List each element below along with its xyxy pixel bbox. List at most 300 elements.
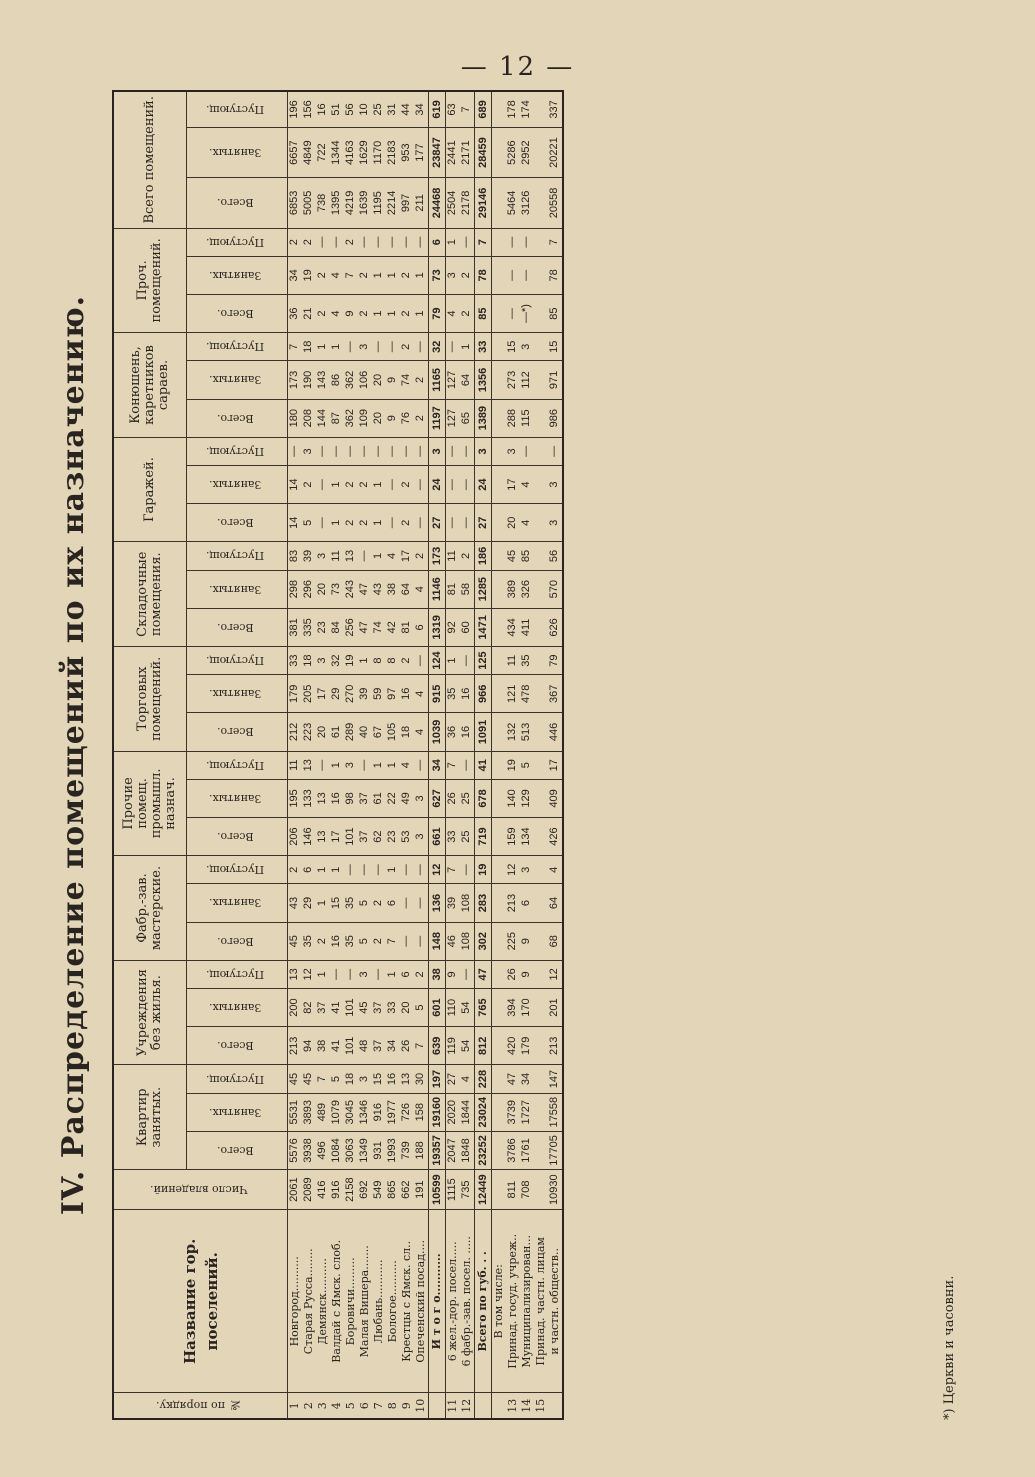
value: —: [520, 445, 532, 457]
value-cell: [288, 178, 429, 228]
value: 3: [414, 833, 426, 840]
value: [492, 675, 506, 712]
sub-header: [187, 675, 288, 713]
value: [534, 229, 548, 256]
value: 158: [414, 1103, 426, 1122]
sub-header: [187, 1065, 288, 1093]
value-cell: [446, 989, 475, 1027]
settlement-name: 6 фабр.-зав. посел. .....: [460, 1236, 473, 1367]
value: 64: [400, 583, 412, 596]
value-cell: [446, 608, 475, 646]
value: 4: [414, 728, 426, 736]
value-cell: [446, 1170, 475, 1210]
value: 3045: [344, 1099, 356, 1125]
value: —: [372, 236, 384, 248]
value-cell: [446, 542, 475, 570]
value: 549: [372, 1180, 384, 1199]
value: 3: [548, 481, 560, 488]
value: 15: [372, 1072, 384, 1086]
value-cell: [492, 817, 564, 855]
value-cell: [288, 399, 429, 437]
value: —: [316, 759, 328, 771]
value: 1: [330, 519, 342, 526]
value: [534, 178, 548, 227]
table-body: [288, 91, 564, 1419]
row-index: [476, 1393, 490, 1418]
sub-header: [187, 256, 288, 294]
value: 180: [288, 409, 300, 428]
value: 9: [446, 971, 458, 978]
value-cell: [429, 1170, 446, 1210]
settlement-name: Бологое..........: [386, 1260, 399, 1343]
group-header: Складочные помещения.: [113, 542, 187, 647]
value: —: [386, 445, 398, 457]
value: 1993: [386, 1138, 398, 1163]
value: 7: [446, 762, 458, 769]
value: 1084: [330, 1138, 342, 1163]
row-index: 9: [400, 1402, 413, 1410]
value: 45: [506, 549, 518, 563]
value: 2441: [446, 140, 458, 165]
value: 53: [400, 830, 412, 843]
value: [492, 713, 506, 750]
value-cell: [475, 361, 492, 399]
value: 208: [302, 409, 314, 428]
value: 1319: [431, 615, 443, 640]
value: 19357: [431, 1135, 443, 1166]
value-cell: [288, 504, 429, 542]
row-index: 6: [358, 1402, 371, 1410]
value: 4: [520, 519, 532, 526]
value: 335: [302, 618, 314, 637]
value: 4: [548, 866, 560, 873]
value: 8: [386, 657, 398, 664]
value: [534, 752, 548, 779]
value: 10599: [431, 1174, 443, 1205]
value: 188: [414, 1141, 426, 1160]
value: [534, 884, 548, 921]
row-index: [430, 1393, 444, 1418]
value: 11: [506, 654, 518, 667]
value: [492, 1065, 506, 1092]
value: 4: [460, 1075, 472, 1083]
value: [492, 257, 506, 294]
value: [492, 961, 506, 988]
value: [534, 361, 548, 398]
value: 148: [431, 932, 443, 951]
value: 60: [460, 621, 472, 634]
value: 9: [386, 415, 398, 422]
value: 17: [330, 830, 342, 843]
value: 639: [431, 1036, 443, 1056]
value: 54: [460, 1039, 472, 1052]
value-cell: [492, 1170, 564, 1210]
value-cell: [475, 856, 492, 884]
sub-header-label: Всего.: [217, 196, 254, 210]
sub-header: [187, 817, 288, 855]
value: —: [460, 517, 472, 529]
value: 25: [460, 830, 472, 843]
value: —: [520, 236, 532, 248]
value: 14: [288, 516, 300, 529]
sub-header: [187, 713, 288, 751]
value: 59: [372, 687, 384, 700]
value-cell: [288, 1093, 429, 1131]
value: 11: [288, 759, 300, 771]
sub-header: [187, 333, 288, 361]
value-cell: [429, 399, 446, 437]
sub-header-label: Всего.: [217, 1143, 254, 1157]
value: 2061: [288, 1177, 300, 1202]
rotated-table-area: [56, 90, 957, 1420]
value: 2: [400, 343, 412, 350]
value: 2158: [344, 1177, 356, 1202]
value: 2: [302, 239, 314, 246]
value: 3: [520, 866, 532, 873]
value: 1727: [520, 1099, 532, 1125]
value: —: [414, 655, 426, 667]
value-cell: [446, 675, 475, 713]
value: 12: [302, 968, 314, 981]
value: 41: [477, 759, 489, 772]
value: 64: [460, 373, 472, 387]
value-cell: [429, 437, 446, 465]
value-cell: [475, 1093, 492, 1131]
value-cell: [429, 333, 446, 361]
value: 1349: [358, 1138, 370, 1163]
value-cell: [492, 751, 564, 779]
value: 1: [386, 866, 398, 873]
value: 6: [386, 899, 398, 907]
value: 105: [386, 722, 398, 742]
value: 2: [460, 552, 472, 560]
value: 74: [400, 373, 412, 387]
value: 13: [344, 549, 356, 563]
settlement-name: Старая Русса........: [302, 1248, 315, 1355]
value-cell: [446, 751, 475, 779]
value-cell: [429, 504, 446, 542]
value-cell: [446, 713, 475, 751]
value: 35: [302, 935, 314, 948]
value: 41: [330, 1039, 342, 1052]
sub-header-label: Пустующ.: [206, 654, 265, 668]
sub-header-label: Пустующ.: [206, 340, 265, 354]
value: 115: [520, 409, 532, 427]
value-cell: [429, 1131, 446, 1169]
value: 362: [344, 370, 356, 390]
value: 6: [520, 899, 532, 907]
settlement-name-cell: [429, 1210, 446, 1393]
value: —: [400, 935, 412, 947]
sub-header-label: Занятых.: [209, 896, 262, 910]
value: 3: [358, 971, 370, 978]
value: 30: [414, 1072, 426, 1086]
value: [534, 818, 548, 855]
group-header: Конюшень, каретников сараев.: [113, 333, 187, 438]
value: 25: [460, 792, 472, 805]
footnote: *) Церкви и часовни.: [942, 1275, 957, 1420]
value-cell: [475, 542, 492, 570]
value: 38: [316, 1039, 328, 1052]
value-cell: [475, 922, 492, 960]
value: —: [414, 935, 426, 947]
table-header: [113, 91, 288, 1419]
settlement-name: Новгород..........: [288, 1256, 301, 1347]
row-index: 14: [520, 1398, 533, 1413]
sub-header: [187, 751, 288, 779]
value: 627: [431, 789, 443, 808]
value: —: [372, 864, 384, 876]
value: 2: [372, 899, 384, 907]
value: —: [372, 445, 384, 457]
value: 3739: [506, 1099, 518, 1125]
value-cell: [429, 361, 446, 399]
value-cell: [492, 960, 564, 988]
row-index-cell: [429, 1393, 446, 1419]
value: 61: [372, 792, 384, 805]
value-cell: [475, 91, 492, 127]
value: [534, 571, 548, 608]
value: [492, 752, 506, 779]
value: 12: [431, 863, 443, 876]
value: 119: [446, 1037, 458, 1055]
value: 27: [446, 1072, 458, 1086]
value: —: [446, 445, 458, 457]
settlement-name: Принад. частн. лицам: [534, 1237, 547, 1366]
value: 97: [386, 687, 398, 700]
value: [492, 542, 506, 569]
value: 43: [372, 583, 384, 596]
value-cell: [429, 751, 446, 779]
value: 213: [506, 893, 518, 913]
value: 23: [386, 830, 398, 843]
value: [492, 229, 506, 256]
value-cell: [492, 294, 564, 332]
sub-header-label: Занятых.: [209, 146, 262, 160]
value-cell: [429, 228, 446, 256]
value: 3126: [520, 190, 532, 216]
settlement-name: Крестцы с Ямск. сл..: [400, 1240, 413, 1362]
value: 3: [358, 1075, 370, 1083]
value: [534, 780, 548, 817]
value: 2: [344, 519, 356, 526]
value: 1: [386, 310, 398, 317]
value: 3: [316, 552, 328, 560]
group-header: Учреждения без жилья.: [113, 960, 187, 1065]
value: 34: [414, 103, 426, 116]
value: [534, 609, 548, 646]
value: 5531: [288, 1099, 300, 1125]
value-cell: [288, 361, 429, 399]
value-cell: [475, 713, 492, 751]
value: 6657: [288, 140, 300, 165]
value: 8: [372, 657, 384, 664]
value: 129: [520, 789, 532, 808]
value: 661: [431, 827, 443, 846]
value: —: [414, 445, 426, 457]
value-cell: [492, 1027, 564, 1065]
value: 41: [330, 1001, 342, 1014]
value: —: [358, 445, 370, 457]
value-cell: [492, 713, 564, 751]
value: 213: [548, 1036, 560, 1056]
value: 1165: [431, 368, 443, 392]
value: 2: [358, 519, 370, 526]
value: 765: [477, 998, 489, 1017]
value-cell: [475, 256, 492, 294]
value: 33: [386, 1001, 398, 1014]
value-cell: [429, 178, 446, 228]
value: —: [316, 479, 328, 491]
value: 19: [302, 269, 314, 282]
value: 29: [302, 896, 314, 910]
value: 2214: [386, 190, 398, 216]
value: 200: [288, 998, 300, 1017]
value: 15: [330, 896, 342, 910]
value-cell: [288, 542, 429, 570]
value: 9: [344, 310, 356, 317]
value: 45: [358, 1001, 370, 1014]
value: —: [460, 655, 472, 667]
sub-header: [187, 779, 288, 817]
value: —: [506, 269, 518, 281]
value: 26: [400, 1039, 412, 1052]
sub-header: [187, 1093, 288, 1131]
settlement-name: Принад. госуд. учреж..: [506, 1233, 519, 1369]
value: 109: [358, 409, 370, 428]
value: —: [372, 341, 384, 353]
value: 82: [302, 1001, 314, 1014]
value: 6853: [288, 190, 300, 216]
value: [534, 466, 548, 503]
settlement-name: Всего по губ. . .: [476, 1251, 489, 1352]
value: —: [316, 236, 328, 248]
value: 17: [506, 478, 518, 491]
row-index: [492, 1393, 506, 1418]
sub-header-label: Пустующ.: [206, 235, 265, 249]
value: [492, 1170, 506, 1209]
settlement-name: Малая Вишера.......: [358, 1245, 371, 1358]
value: 478: [520, 684, 532, 703]
value: 76: [400, 412, 412, 425]
value: 19: [477, 863, 489, 876]
value: 662: [400, 1180, 412, 1199]
value-cell: [475, 817, 492, 855]
value: 73: [330, 583, 342, 596]
value: [492, 818, 506, 855]
value: 18: [400, 725, 412, 739]
settlement-name: и частн. обществ..: [548, 1248, 561, 1355]
value: 1: [330, 762, 342, 769]
value: 5: [358, 899, 370, 907]
value-cell: [492, 333, 564, 361]
value: 1346: [358, 1099, 370, 1125]
row-index: 10: [414, 1398, 427, 1413]
row-index-cell: [475, 1393, 492, 1419]
value: 6: [400, 971, 412, 978]
value: 2: [414, 415, 426, 422]
value: 23: [316, 621, 328, 634]
value: 174: [520, 100, 532, 119]
value: [534, 295, 548, 332]
value-cell: [446, 178, 475, 228]
value: 1091: [477, 719, 489, 745]
value: 47: [506, 1072, 518, 1086]
value: 20: [400, 1001, 412, 1014]
value: 170: [520, 998, 532, 1017]
value: 144: [316, 409, 328, 428]
value: 191: [414, 1180, 426, 1199]
value-cell: [446, 817, 475, 855]
value: 4: [386, 552, 398, 560]
value: 33: [288, 654, 300, 667]
table-row: [288, 91, 429, 1419]
value: 289: [344, 722, 356, 742]
value-cell: [492, 465, 564, 503]
value: 173: [431, 546, 443, 566]
value: 106: [358, 370, 370, 390]
sub-header-label: Всего.: [217, 1039, 254, 1053]
value: 133: [302, 789, 314, 808]
value: —: [460, 445, 472, 457]
value: 953: [400, 143, 412, 162]
value: 3: [506, 448, 518, 455]
value: 83: [288, 549, 300, 563]
value: [492, 178, 506, 227]
value: 394: [506, 998, 518, 1017]
value: 1639: [358, 190, 370, 216]
value-cell: [475, 960, 492, 988]
value-cell: [446, 1065, 475, 1093]
value: —: [344, 968, 356, 980]
value: 197: [431, 1069, 443, 1089]
buildings-header: [113, 1170, 288, 1210]
value-cell: [429, 884, 446, 922]
value: 26: [506, 968, 518, 981]
value-cell: [475, 1065, 492, 1093]
value: 2: [400, 272, 412, 279]
value-cell: [475, 1027, 492, 1065]
value: 56: [548, 549, 560, 563]
value: [534, 1170, 548, 1209]
value-cell: [475, 504, 492, 542]
value: 85: [477, 307, 489, 320]
value: [492, 295, 506, 332]
value: 296: [302, 580, 314, 599]
value: 86: [330, 373, 342, 387]
value-cell: [446, 1131, 475, 1169]
value: 1197: [431, 406, 443, 431]
value: [534, 128, 548, 177]
total-row: [475, 91, 492, 1419]
value: 79: [548, 654, 560, 667]
value: 3: [520, 343, 532, 350]
value: 112: [520, 371, 532, 389]
settlement-name: Любань...........: [372, 1259, 385, 1344]
value: 17: [400, 549, 412, 563]
value: —: [330, 968, 342, 980]
value: 812: [477, 1036, 489, 1056]
value: 5576: [288, 1138, 300, 1163]
value: 1761: [520, 1138, 532, 1163]
sub-header: [187, 127, 288, 177]
value: 2: [460, 272, 472, 279]
value-cell: [446, 361, 475, 399]
value: 1285: [477, 576, 489, 602]
value: [492, 333, 506, 360]
group-header: Торговых помещений.: [113, 647, 187, 752]
value: 2: [400, 657, 412, 664]
